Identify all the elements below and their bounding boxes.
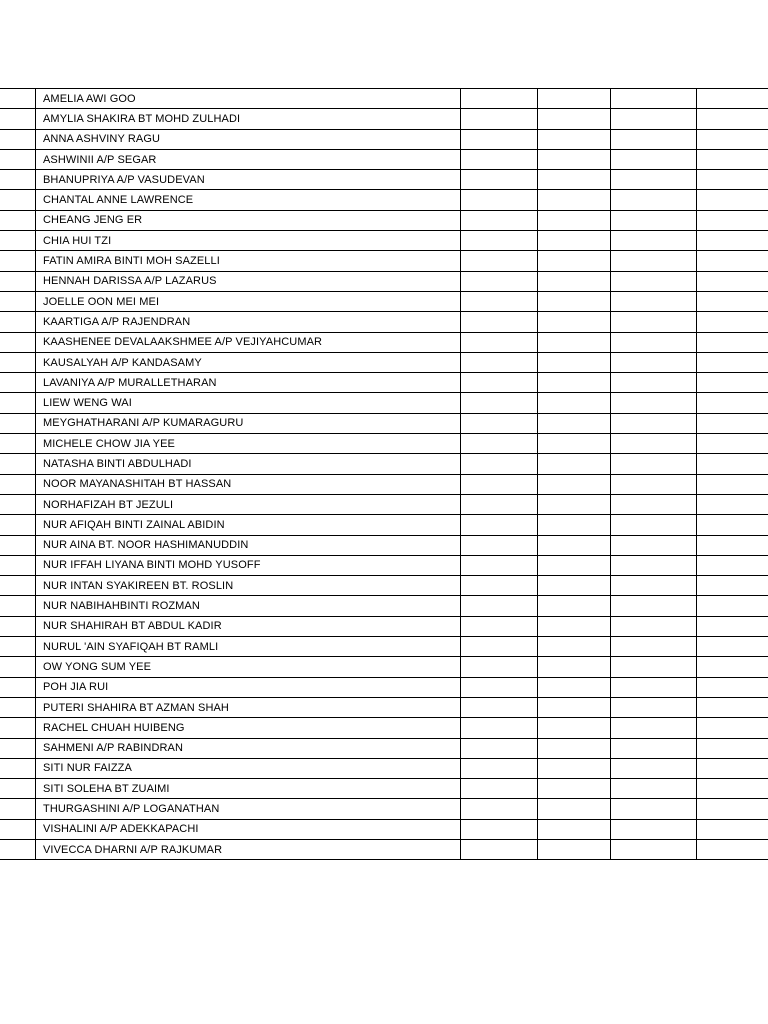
mark-cell-1 <box>461 596 538 616</box>
student-name-table <box>0 88 768 860</box>
mark-cell-2 <box>538 657 611 677</box>
mark-cell-4 <box>697 839 768 859</box>
table-row <box>0 576 768 596</box>
student-name-cell: THURGASHINI A/P LOGANATHAN <box>36 799 461 819</box>
student-name-cell: CHIA HUI TZI <box>36 231 461 251</box>
mark-cell-3 <box>611 779 697 799</box>
table-row <box>0 129 768 149</box>
mark-cell-3 <box>611 210 697 230</box>
mark-cell-4 <box>697 393 768 413</box>
row-number-cell <box>0 231 36 251</box>
student-name-cell: LAVANIYA A/P MURALLETHARAN <box>36 373 461 393</box>
table-row <box>0 839 768 859</box>
student-name-cell: NUR AINA BT. NOOR HASHIMANUDDIN <box>36 535 461 555</box>
table-row <box>0 170 768 190</box>
row-number-cell <box>0 718 36 738</box>
mark-cell-3 <box>611 393 697 413</box>
mark-cell-1 <box>461 393 538 413</box>
mark-cell-3 <box>611 434 697 454</box>
mark-cell-3 <box>611 515 697 535</box>
mark-cell-4 <box>697 251 768 271</box>
row-number-cell <box>0 312 36 332</box>
mark-cell-4 <box>697 616 768 636</box>
mark-cell-1 <box>461 312 538 332</box>
student-name-cell: MICHELE CHOW JIA YEE <box>36 434 461 454</box>
mark-cell-1 <box>461 210 538 230</box>
mark-cell-2 <box>538 839 611 859</box>
table-row <box>0 718 768 738</box>
student-name-cell: NUR IFFAH LIYANA BINTI MOHD YUSOFF <box>36 555 461 575</box>
table-row <box>0 555 768 575</box>
mark-cell-3 <box>611 799 697 819</box>
table-row <box>0 413 768 433</box>
table-row <box>0 494 768 514</box>
table-row <box>0 190 768 210</box>
mark-cell-3 <box>611 637 697 657</box>
row-number-cell <box>0 535 36 555</box>
mark-cell-4 <box>697 474 768 494</box>
row-number-cell <box>0 373 36 393</box>
mark-cell-4 <box>697 657 768 677</box>
table-row <box>0 637 768 657</box>
mark-cell-1 <box>461 819 538 839</box>
mark-cell-3 <box>611 535 697 555</box>
mark-cell-1 <box>461 352 538 372</box>
mark-cell-3 <box>611 170 697 190</box>
mark-cell-4 <box>697 413 768 433</box>
mark-cell-2 <box>538 738 611 758</box>
table-row <box>0 149 768 169</box>
mark-cell-3 <box>611 149 697 169</box>
table-row <box>0 657 768 677</box>
mark-cell-1 <box>461 291 538 311</box>
table-row <box>0 454 768 474</box>
mark-cell-1 <box>461 535 538 555</box>
mark-cell-1 <box>461 129 538 149</box>
mark-cell-3 <box>611 657 697 677</box>
mark-cell-1 <box>461 190 538 210</box>
mark-cell-1 <box>461 474 538 494</box>
student-name-cell: AMELIA AWI GOO <box>36 89 461 109</box>
mark-cell-2 <box>538 312 611 332</box>
student-name-cell: CHEANG JENG ER <box>36 210 461 230</box>
student-name-cell: LIEW WENG WAI <box>36 393 461 413</box>
row-number-cell <box>0 89 36 109</box>
mark-cell-2 <box>538 352 611 372</box>
row-number-cell <box>0 637 36 657</box>
row-number-cell <box>0 271 36 291</box>
mark-cell-2 <box>538 596 611 616</box>
row-number-cell <box>0 332 36 352</box>
mark-cell-2 <box>538 271 611 291</box>
student-name-cell: MEYGHATHARANI A/P KUMARAGURU <box>36 413 461 433</box>
mark-cell-3 <box>611 413 697 433</box>
student-name-cell: HENNAH DARISSA A/P LAZARUS <box>36 271 461 291</box>
student-name-cell: KAASHENEE DEVALAAKSHMEE A/P VEJIYAHCUMAR <box>36 332 461 352</box>
row-number-cell <box>0 190 36 210</box>
mark-cell-3 <box>611 89 697 109</box>
mark-cell-2 <box>538 332 611 352</box>
mark-cell-1 <box>461 413 538 433</box>
row-number-cell <box>0 413 36 433</box>
student-name-cell: NATASHA BINTI ABDULHADI <box>36 454 461 474</box>
mark-cell-2 <box>538 434 611 454</box>
row-number-cell <box>0 494 36 514</box>
table-row <box>0 596 768 616</box>
table-row <box>0 109 768 129</box>
mark-cell-3 <box>611 231 697 251</box>
mark-cell-4 <box>697 555 768 575</box>
row-number-cell <box>0 819 36 839</box>
mark-cell-2 <box>538 454 611 474</box>
mark-cell-4 <box>697 210 768 230</box>
mark-cell-3 <box>611 718 697 738</box>
row-number-cell <box>0 758 36 778</box>
student-name-cell: NUR SHAHIRAH BT ABDUL KADIR <box>36 616 461 636</box>
mark-cell-2 <box>538 616 611 636</box>
mark-cell-4 <box>697 291 768 311</box>
mark-cell-2 <box>538 190 611 210</box>
mark-cell-4 <box>697 535 768 555</box>
row-number-cell <box>0 291 36 311</box>
mark-cell-3 <box>611 576 697 596</box>
table-row <box>0 393 768 413</box>
mark-cell-4 <box>697 170 768 190</box>
mark-cell-2 <box>538 677 611 697</box>
student-name-cell: JOELLE OON MEI MEI <box>36 291 461 311</box>
mark-cell-2 <box>538 413 611 433</box>
student-name-cell: FATIN AMIRA BINTI MOH SAZELLI <box>36 251 461 271</box>
mark-cell-1 <box>461 657 538 677</box>
table-row <box>0 312 768 332</box>
mark-cell-1 <box>461 109 538 129</box>
row-number-cell <box>0 839 36 859</box>
table-row <box>0 616 768 636</box>
mark-cell-4 <box>697 149 768 169</box>
mark-cell-4 <box>697 312 768 332</box>
mark-cell-2 <box>538 799 611 819</box>
student-name-cell: SAHMENI A/P RABINDRAN <box>36 738 461 758</box>
mark-cell-1 <box>461 434 538 454</box>
mark-cell-3 <box>611 697 697 717</box>
row-number-cell <box>0 657 36 677</box>
row-number-cell <box>0 677 36 697</box>
row-number-cell <box>0 170 36 190</box>
mark-cell-3 <box>611 312 697 332</box>
row-number-cell <box>0 697 36 717</box>
row-number-cell <box>0 129 36 149</box>
mark-cell-1 <box>461 637 538 657</box>
table-row <box>0 535 768 555</box>
student-name-cell: NORHAFIZAH BT JEZULI <box>36 494 461 514</box>
student-name-cell: ANNA ASHVINY RAGU <box>36 129 461 149</box>
mark-cell-4 <box>697 819 768 839</box>
mark-cell-4 <box>697 596 768 616</box>
mark-cell-2 <box>538 89 611 109</box>
student-name-cell: NUR INTAN SYAKIREEN BT. ROSLIN <box>36 576 461 596</box>
row-number-cell <box>0 352 36 372</box>
mark-cell-1 <box>461 454 538 474</box>
table-row <box>0 231 768 251</box>
mark-cell-4 <box>697 352 768 372</box>
mark-cell-4 <box>697 129 768 149</box>
mark-cell-4 <box>697 738 768 758</box>
mark-cell-4 <box>697 799 768 819</box>
mark-cell-1 <box>461 89 538 109</box>
mark-cell-2 <box>538 210 611 230</box>
mark-cell-2 <box>538 697 611 717</box>
student-name-cell: KAUSALYAH A/P KANDASAMY <box>36 352 461 372</box>
mark-cell-1 <box>461 779 538 799</box>
mark-cell-3 <box>611 332 697 352</box>
table-row <box>0 677 768 697</box>
mark-cell-3 <box>611 616 697 636</box>
mark-cell-4 <box>697 271 768 291</box>
mark-cell-4 <box>697 758 768 778</box>
mark-cell-3 <box>611 758 697 778</box>
table-row <box>0 332 768 352</box>
mark-cell-3 <box>611 454 697 474</box>
mark-cell-3 <box>611 373 697 393</box>
row-number-cell <box>0 515 36 535</box>
mark-cell-2 <box>538 109 611 129</box>
table-row <box>0 89 768 109</box>
student-name-cell: NUR NABIHAHBINTI ROZMAN <box>36 596 461 616</box>
row-number-cell <box>0 393 36 413</box>
mark-cell-1 <box>461 251 538 271</box>
table-row <box>0 819 768 839</box>
mark-cell-4 <box>697 89 768 109</box>
student-name-cell: VISHALINI A/P ADEKKAPACHI <box>36 819 461 839</box>
student-rows <box>0 89 768 860</box>
table-row <box>0 799 768 819</box>
mark-cell-2 <box>538 819 611 839</box>
mark-cell-1 <box>461 149 538 169</box>
row-number-cell <box>0 251 36 271</box>
row-number-cell <box>0 149 36 169</box>
mark-cell-2 <box>538 494 611 514</box>
mark-cell-2 <box>538 149 611 169</box>
mark-cell-3 <box>611 271 697 291</box>
mark-cell-2 <box>538 231 611 251</box>
student-name-cell: NOOR MAYANASHITAH BT HASSAN <box>36 474 461 494</box>
mark-cell-1 <box>461 271 538 291</box>
mark-cell-2 <box>538 535 611 555</box>
mark-cell-4 <box>697 697 768 717</box>
mark-cell-1 <box>461 839 538 859</box>
mark-cell-3 <box>611 839 697 859</box>
mark-cell-2 <box>538 129 611 149</box>
row-number-cell <box>0 434 36 454</box>
mark-cell-4 <box>697 454 768 474</box>
mark-cell-3 <box>611 677 697 697</box>
table-row <box>0 474 768 494</box>
student-name-cell: NURUL 'AIN SYAFIQAH BT RAMLI <box>36 637 461 657</box>
mark-cell-4 <box>697 718 768 738</box>
mark-cell-2 <box>538 718 611 738</box>
table-row <box>0 697 768 717</box>
mark-cell-4 <box>697 373 768 393</box>
mark-cell-1 <box>461 738 538 758</box>
row-number-cell <box>0 454 36 474</box>
row-number-cell <box>0 576 36 596</box>
mark-cell-1 <box>461 494 538 514</box>
mark-cell-4 <box>697 231 768 251</box>
mark-cell-3 <box>611 494 697 514</box>
row-number-cell <box>0 555 36 575</box>
table-row <box>0 373 768 393</box>
row-number-cell <box>0 616 36 636</box>
table-row <box>0 738 768 758</box>
student-name-cell: ASHWINII A/P SEGAR <box>36 149 461 169</box>
row-number-cell <box>0 210 36 230</box>
table-row <box>0 352 768 372</box>
mark-cell-2 <box>538 291 611 311</box>
mark-cell-3 <box>611 819 697 839</box>
student-name-cell: CHANTAL ANNE LAWRENCE <box>36 190 461 210</box>
mark-cell-3 <box>611 251 697 271</box>
student-name-cell: KAARTIGA A/P RAJENDRAN <box>36 312 461 332</box>
student-name-cell: RACHEL CHUAH HUIBENG <box>36 718 461 738</box>
mark-cell-1 <box>461 697 538 717</box>
mark-cell-1 <box>461 576 538 596</box>
mark-cell-2 <box>538 758 611 778</box>
mark-cell-2 <box>538 515 611 535</box>
mark-cell-4 <box>697 434 768 454</box>
mark-cell-3 <box>611 596 697 616</box>
mark-cell-4 <box>697 677 768 697</box>
mark-cell-2 <box>538 373 611 393</box>
mark-cell-2 <box>538 170 611 190</box>
table-row <box>0 515 768 535</box>
mark-cell-4 <box>697 332 768 352</box>
mark-cell-2 <box>538 779 611 799</box>
mark-cell-1 <box>461 332 538 352</box>
table-row <box>0 251 768 271</box>
mark-cell-4 <box>697 576 768 596</box>
table-row <box>0 779 768 799</box>
mark-cell-2 <box>538 474 611 494</box>
mark-cell-4 <box>697 109 768 129</box>
mark-cell-1 <box>461 231 538 251</box>
mark-cell-1 <box>461 373 538 393</box>
mark-cell-1 <box>461 555 538 575</box>
row-number-cell <box>0 474 36 494</box>
table-row <box>0 210 768 230</box>
mark-cell-4 <box>697 515 768 535</box>
mark-cell-4 <box>697 637 768 657</box>
table-row <box>0 434 768 454</box>
mark-cell-3 <box>611 109 697 129</box>
student-name-cell: AMYLIA SHAKIRA BT MOHD ZULHADI <box>36 109 461 129</box>
student-name-cell: PUTERI SHAHIRA BT AZMAN SHAH <box>36 697 461 717</box>
student-name-cell: VIVECCA DHARNI A/P RAJKUMAR <box>36 839 461 859</box>
row-number-cell <box>0 596 36 616</box>
mark-cell-1 <box>461 758 538 778</box>
student-name-cell: OW YONG SUM YEE <box>36 657 461 677</box>
mark-cell-3 <box>611 474 697 494</box>
mark-cell-3 <box>611 190 697 210</box>
student-name-cell: BHANUPRIYA A/P VASUDEVAN <box>36 170 461 190</box>
mark-cell-4 <box>697 494 768 514</box>
mark-cell-4 <box>697 779 768 799</box>
student-name-cell: SITI SOLEHA BT ZUAIMI <box>36 779 461 799</box>
mark-cell-1 <box>461 170 538 190</box>
mark-cell-3 <box>611 352 697 372</box>
mark-cell-3 <box>611 555 697 575</box>
student-name-cell: POH JIA RUI <box>36 677 461 697</box>
table-row <box>0 758 768 778</box>
mark-cell-2 <box>538 576 611 596</box>
mark-cell-2 <box>538 555 611 575</box>
row-number-cell <box>0 738 36 758</box>
mark-cell-2 <box>538 251 611 271</box>
mark-cell-1 <box>461 515 538 535</box>
mark-cell-2 <box>538 393 611 413</box>
mark-cell-1 <box>461 718 538 738</box>
row-number-cell <box>0 779 36 799</box>
mark-cell-3 <box>611 738 697 758</box>
table-row <box>0 271 768 291</box>
row-number-cell <box>0 109 36 129</box>
student-name-cell: NUR AFIQAH BINTI ZAINAL ABIDIN <box>36 515 461 535</box>
table-row <box>0 291 768 311</box>
mark-cell-4 <box>697 190 768 210</box>
mark-cell-2 <box>538 637 611 657</box>
mark-cell-1 <box>461 799 538 819</box>
mark-cell-3 <box>611 129 697 149</box>
mark-cell-3 <box>611 291 697 311</box>
mark-cell-1 <box>461 677 538 697</box>
mark-cell-1 <box>461 616 538 636</box>
row-number-cell <box>0 799 36 819</box>
student-name-cell: SITI NUR FAIZZA <box>36 758 461 778</box>
